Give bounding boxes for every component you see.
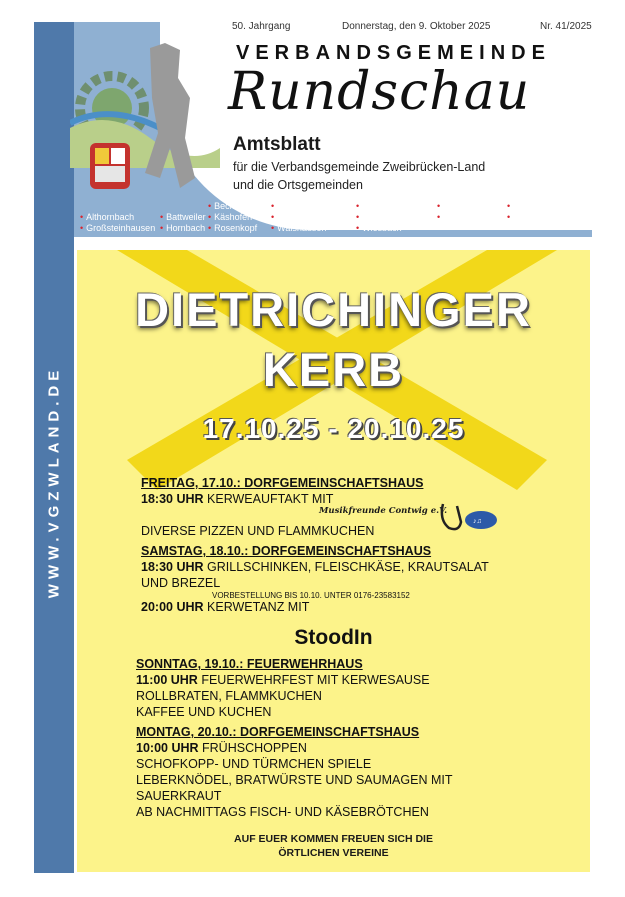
subtitle-line-2: und die Ortsgemeinden [233,178,363,192]
subtitle-line-1: für die Verbandsgemeinde Zweibrücken-Land [233,160,486,174]
saturday-line-1: 18:30 UHR GRILLSCHINKEN, FLEISCHKÄSE, KRAUTSALAT [141,560,489,574]
sunday-line-2: ROLLBRATEN, FLAMMKUCHEN [136,689,322,703]
poster-title-line-1: DIETRICHINGER [135,283,532,336]
closing-line-1: AUF EUER KOMMEN FREUEN SICH DIE [234,833,433,845]
place-item: • Kleinsteinhausen [356,212,431,222]
place-item: • Althornbach [80,212,135,222]
issue-number: Nr. 41/2025 [540,21,592,32]
friday-line-2: DIVERSE PIZZEN UND FLAMMKUCHEN [141,524,375,538]
saxophone-icon [437,500,503,534]
place-item: • Wiesbach [356,223,402,233]
issue-date: Donnerstag, den 9. Oktober 2025 [342,21,491,32]
musikfreunde-logo-text: Musikfreunde Contwig e.V. [319,506,448,516]
brand-name: VERBANDSGEMEINDE [236,42,551,64]
place-item: • Großbundenbach [507,201,584,211]
saturday-line-2: UND BREZEL [141,576,221,590]
friday-line-1: 18:30 UHR KERWEAUFTAKT MIT [141,492,334,506]
place-item: • Käshofen [208,212,253,222]
place-item: • Hornbach [160,223,206,233]
monday-line-2: SCHOFKOPP- UND TÜRMCHEN SPIELE [136,757,372,771]
place-item: • Rosenkopf [208,223,258,233]
monday-line-5: AB NACHMITTAGS FISCH- UND KÄSEBRÖTCHEN [136,805,429,819]
place-item: • Kleinbundenbach [271,212,347,222]
poster-title-line-2: KERB [262,343,405,396]
monday-line-1: 10:00 UHR FRÜHSCHOPPEN [136,741,307,755]
place-item: • Großsteinhausen [80,223,156,233]
place-item: • Bechhofen [208,201,258,211]
sunday-heading: SONNTAG, 19.10.: FEUERWEHRHAUS [136,657,363,671]
saturday-line-3: 20:00 UHR KERWETANZ MIT [141,600,310,614]
place-item: • Contwig [271,201,310,211]
sunday-line-3: KAFFEE UND KUCHEN [136,705,272,719]
place-item: • Riedelberg [507,212,557,222]
poster-dates: 17.10.25 - 20.10.25 [202,413,465,444]
sunday-line-1: 11:00 UHR FEUERWEHRFEST MIT KERWESAUSE [136,673,430,687]
newspaper-title: Rundschau [228,62,531,122]
kerb-poster [77,250,590,872]
municipality-list [78,198,590,236]
saturday-heading: SAMSTAG, 18.10.: DORFGEMEINSCHAFTSHAUS [141,544,432,558]
place-item: • Dellfeld [356,201,393,211]
monday-line-4: SAUERKRAUT [136,789,222,803]
band-logo-text: StoodIn [294,626,373,649]
website-url[interactable]: WWW.VGZWLAND.DE [45,365,63,599]
place-item: • Dietrichingen [437,201,496,211]
place-item: • Mauschbach [437,212,495,222]
monday-line-3: LEBERKNÖDEL, BRATWÜRSTE UND SAUMAGEN MIT [136,773,453,787]
saturday-preorder-note: VORBESTELLUNG BIS 10.10. UNTER 0176-23583152 [212,591,410,600]
verbandsgemeinde-logo [70,38,230,198]
svg-text:♪♫: ♪♫ [473,518,482,525]
volume-label: 50. Jahrgang [232,21,291,32]
place-item: • Battweiler [160,212,206,222]
friday-heading: FREITAG, 17.10.: DORFGEMEINSCHAFTSHAUS [141,476,424,490]
monday-heading: MONTAG, 20.10.: DORFGEMEINSCHAFTSHAUS [136,725,420,739]
amtsblatt-label: Amtsblatt [233,134,321,155]
closing-line-2: ÖRTLICHEN VEREINE [278,847,389,859]
place-item: • Walshausen [271,223,327,233]
